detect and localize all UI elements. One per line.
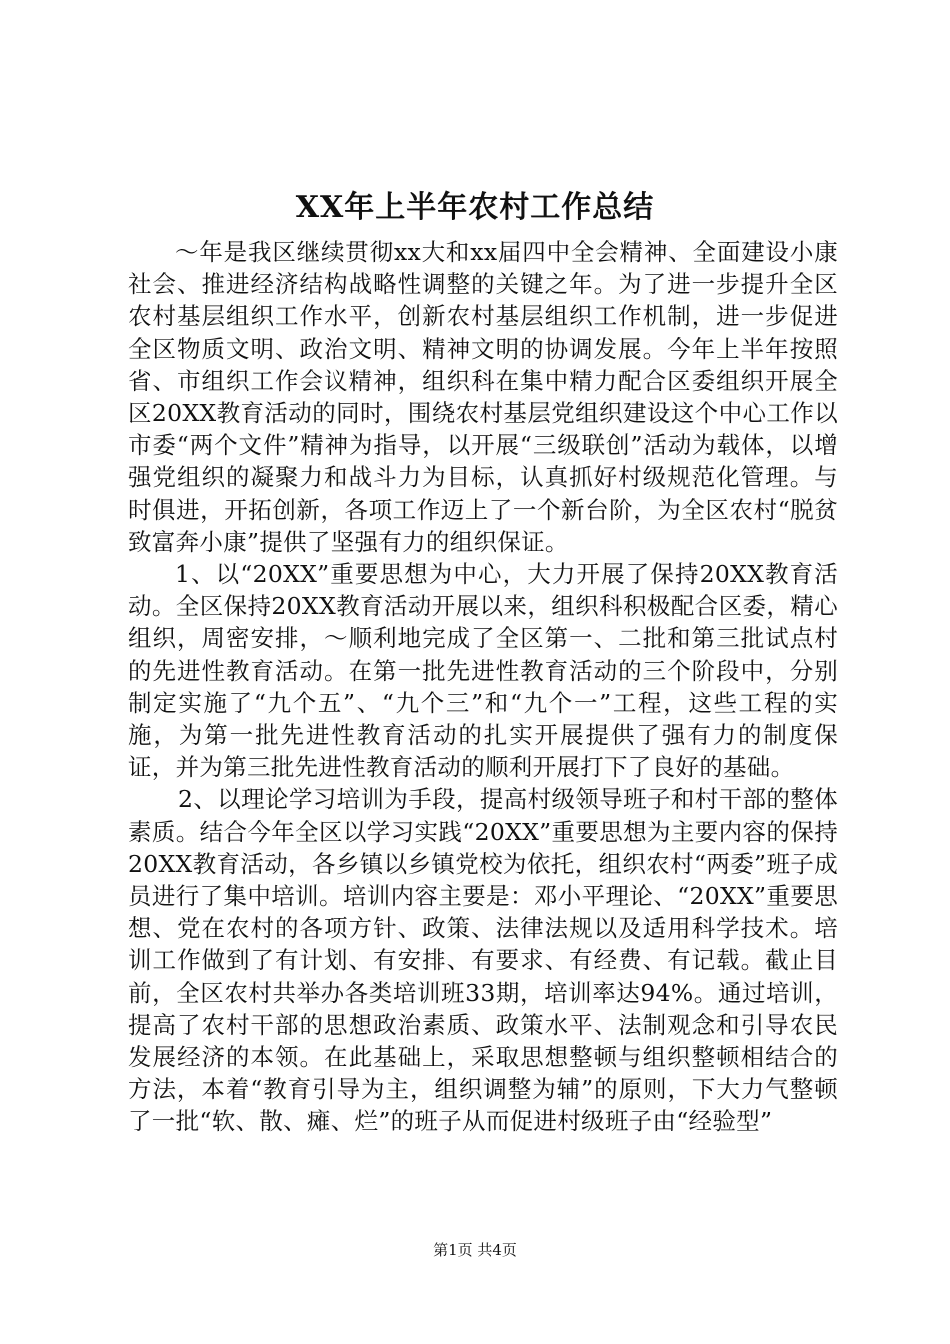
section-2-paragraph: 2、以理论学习培训为手段，提高村级领导班子和村干部的整体素质。结合今年全区以学习实践“20XX”重要思想为主要内容的保持20XX教育活动，各乡镇以乡镇党校为依托，组织农村“两委”班子成员进行了集中培训。培训内容主要是：邓小平理论、“20XX”重要思想、党在农村的各项方针、政策、法律法规以及适用科学技术。培训工作做到了有计划、有安排、有要求、有经费、有记载。截止目前，全区农村共举办各类培训班33期，培训率达94%。通过培训，提高了农村干部的思想政治素质、政策水平、法制观念和引导农民发展经济的本领。在此基础上，采取思想整顿与组织整顿相结合的方法，本着“教育引导为主，组织调整为辅”的原则，下大力气整顿了一批“软、散、瘫、烂”的班子从而促进村级班子由“经验型” [128, 785, 838, 1136]
section-1-paragraph: 1、以“20XX”重要思想为中心，大力开展了保持20XX教育活动。全区保持20XX教育活动开展以来，组织科积极配合区委，精心组织，周密安排，～顺利地完成了全区第一、二批和第三批试点村的先进性教育活动。在第一批先进性教育活动的三个阶段中，分别制定实施了“九个五”、“九个三”和“九个一”工程，这些工程的实施，为第一批先进性教育活动的扎实开展提供了强有力的制度保证，并为第三批先进性教育活动的顺利开展打下了良好的基础。 [128, 560, 838, 782]
document-title: XX年上半年农村工作总结 [295, 190, 655, 225]
intro-paragraph: ～年是我区继续贯彻xx大和xx届四中全会精神、全面建设小康社会、推进经济结构战略性调整的关键之年。为了进一步提升全区农村基层组织工作水平，创新农村基层组织工作机制，进一步促进全区物质文明、政治文明、精神文明的协调发展。今年上半年按照省、市组织工作会议精神，组织科在集中精力配合区委组织开展全区20XX教育活动的同时，围绕农村基层党组织建设这个中心工作以市委“两个文件”精神为指导，以开展“三级联创”活动为载体，以增强党组织的凝聚力和战斗力为目标，认真抓好村级规范化管理。与时俱进，开拓创新，各项工作迈上了一个新台阶，为全区农村“脱贫致富奔小康”提供了坚强有力的组织保证。 [128, 238, 838, 556]
document-body [128, 236, 838, 1138]
page-number-footer: 第1页 共4页 [433, 1241, 517, 1259]
